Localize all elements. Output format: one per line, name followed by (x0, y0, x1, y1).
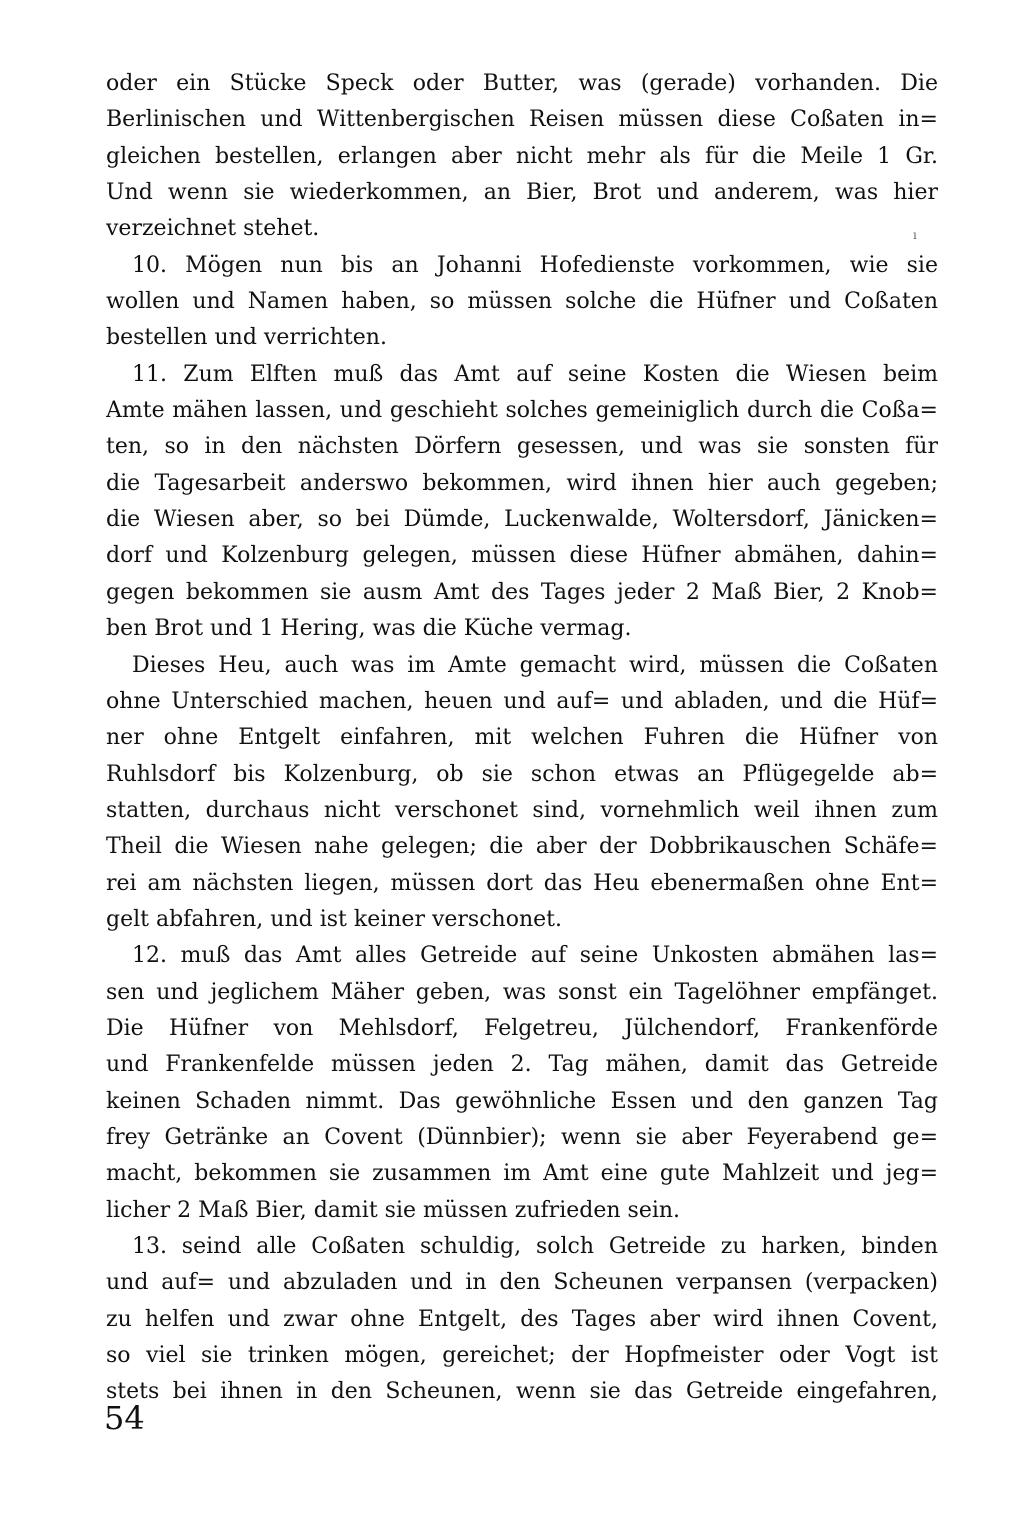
text-line: 10. Mögen nun bis an Johanni Hofedienste vorkommen, wie sie (132, 252, 938, 278)
text-line: die Wiesen aber, so bei Dümde, Luckenwalde, Woltersdorf, Jänicken= (106, 507, 938, 533)
text-line: ten, so in den nächsten Dörfern gesessen, und was sie sonsten für (106, 434, 938, 460)
text-line: dorf und Kolzenburg gelegen, müssen diese Hüfner abmähen, dahin= (106, 543, 938, 569)
text-line: macht, bekommen sie zusammen im Amt eine gute Mahlzeit und jeg= (106, 1161, 938, 1187)
page-number: 54 (104, 1399, 145, 1437)
text-line: stets bei ihnen in den Scheunen, wenn sie das Getreide eingefahren, (106, 1379, 938, 1405)
text-line: ner ohne Entgelt einfahren, mit welchen Fuhren die Hüfner von (106, 725, 938, 751)
text-line: ben Brot und 1 Hering, was die Küche vermag. (106, 616, 632, 642)
text-line: Dieses Heu, auch was im Amte gemacht wird, müssen die Coßaten (132, 652, 938, 678)
text-line: keinen Schaden nimmt. Das gewöhnliche Essen und den ganzen Tag (106, 1088, 938, 1114)
text-line: Die Hüfner von Mehlsdorf, Felgetreu, Jülchendorf, Frankenförde (106, 1015, 938, 1041)
text-line: Ruhlsdorf bis Kolzenburg, ob sie schon etwas an Pflügegelde ab= (106, 761, 938, 787)
text-line: bestellen und verrichten. (106, 325, 387, 351)
text-line: verzeichnet stehet. (106, 216, 320, 242)
text-line: rei am nächsten liegen, müssen dort das Heu ebenermaßen ohne Ent= (106, 870, 938, 896)
text-line: 12. muß das Amt alles Getreide auf seine Unkosten abmähen las= (132, 943, 938, 969)
stray-mark: ı (913, 228, 917, 242)
text-line: die Tagesarbeit anderswo bekommen, wird ihnen hier auch gegeben; (106, 470, 938, 496)
text-line: wollen und Namen haben, so müssen solche die Hüfner und Coßaten (106, 289, 938, 315)
text-line: gleichen bestellen, erlangen aber nicht mehr als für die Meile 1 Gr. (106, 143, 938, 169)
text-line: 13. seind alle Coßaten schuldig, solch Getreide zu harken, binden (132, 1234, 938, 1259)
text-line: gelt abfahren, und ist keiner verschonet. (106, 906, 562, 932)
text-line: Amte mähen lassen, und geschieht solches gemeiniglich durch die Coßa= (106, 398, 938, 424)
text-line: ohne Unterschied machen, heuen und auf= und abladen, und die Hüf= (106, 688, 938, 714)
text-line: so viel sie trinken mögen, gereichet; der Hopfmeister oder Vogt ist (106, 1343, 938, 1369)
text-line: zu helfen und zwar ohne Entgelt, des Tages aber wird ihnen Covent, (106, 1306, 938, 1332)
text-line: Theil die Wiesen nahe gelegen; die aber der Dobbrikauschen Schäfe= (106, 834, 938, 860)
text-line: 11. Zum Elften muß das Amt auf seine Kosten die Wiesen beim (132, 361, 938, 387)
text-line: gegen bekommen sie ausm Amt des Tages jeder 2 Maß Bier, 2 Knob= (106, 579, 938, 605)
body-text (106, 66, 938, 1411)
text-line: oder ein Stücke Speck oder Butter, was (gerade) vorhanden. Die (106, 71, 938, 96)
text-line: statten, durchaus nicht verschonet sind, vornehmlich weil ihnen zum (106, 797, 938, 823)
text-line: frey Getränke an Covent (Dünnbier); wenn sie aber Feyerabend ge= (106, 1124, 938, 1150)
text-line: und auf= und abzuladen und in den Scheunen verpansen (verpacken) (106, 1270, 938, 1296)
text-line: licher 2 Maß Bier, damit sie müssen zufrieden sein. (106, 1197, 681, 1223)
text-line: und Frankenfelde müssen jeden 2. Tag mähen, damit das Getreide (106, 1052, 938, 1078)
text-line: Berlinischen und Wittenbergischen Reisen müssen diese Coßaten in= (106, 107, 938, 133)
text-line: sen und jeglichem Mäher geben, was sonst ein Tagelöhner empfänget. (106, 979, 938, 1005)
text-line: Und wenn sie wiederkommen, an Bier, Brot und anderem, was hier (106, 180, 938, 206)
